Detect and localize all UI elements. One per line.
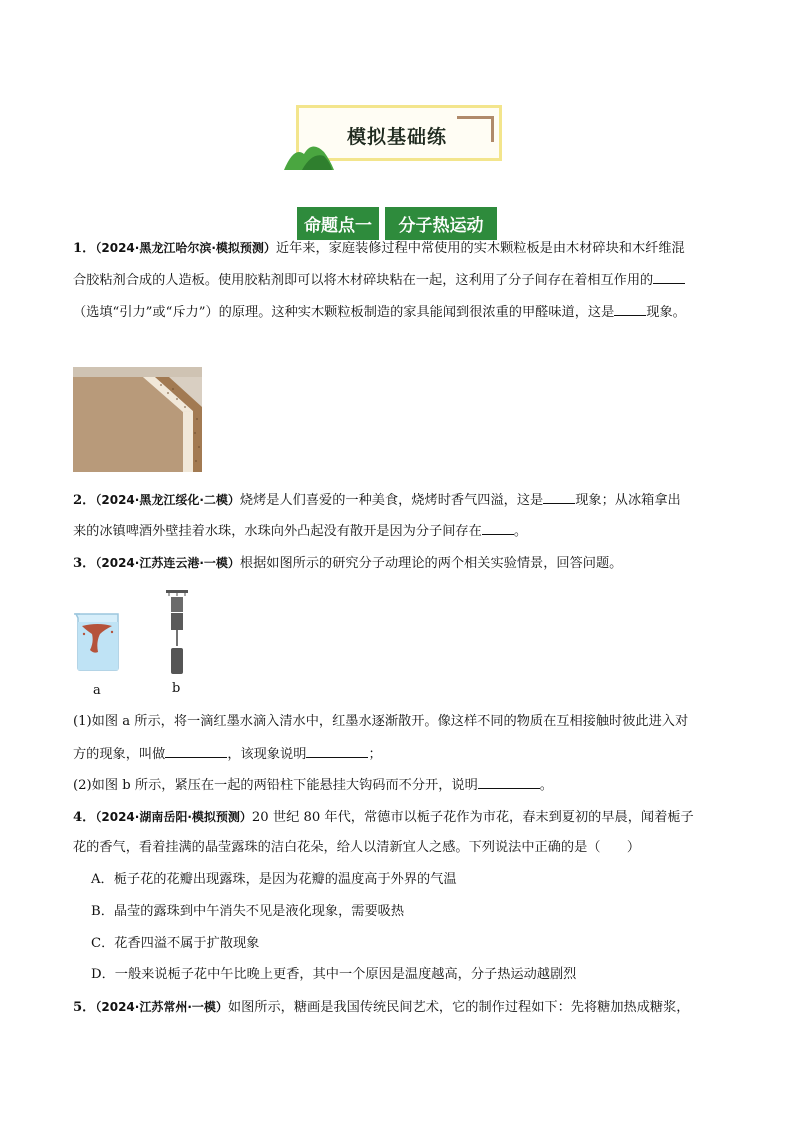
answer-blank[interactable] <box>482 522 514 535</box>
q1-line3 <box>73 303 686 322</box>
question-number: 4． <box>73 810 96 825</box>
question-text: 花的香气，看着挂满的晶莹露珠的洁白花朵，给人以清新宜人之感。下列说法中正确的是（ ） <box>73 840 641 855</box>
question-text: 近年来，家庭装修过程中常使用的实木颗粒板是由木材碎块和木纤维混 <box>275 241 685 256</box>
q1-line2 <box>73 271 685 290</box>
q4-option-b[interactable]: B．晶莹的露珠到中午消失不见是液化现象，需要吸热 <box>91 904 405 919</box>
question-text: ； <box>368 747 382 762</box>
question-text: 根据如图所示的研究分子动理论的两个相关实验情景，回答问题。 <box>239 556 623 571</box>
question-text: 20 世纪 80 年代，常德市以栀子花作为市花，春末到夏初的早晨，闻着栀子 <box>251 810 694 825</box>
question-text: 。 <box>513 524 527 539</box>
question-text: (1)如图 a 所示，将一滴红墨水滴入清水中，红墨水逐渐散开。像这样不同的物质在互相接触时彼此进入对 <box>73 714 689 729</box>
section-header <box>297 207 497 240</box>
question-text: ，该现象说明 <box>227 747 307 762</box>
question-source: （2024·江苏常州·一模） <box>95 1000 228 1014</box>
question-text: 。 <box>539 778 553 793</box>
q4-option-d[interactable]: D．一般来说栀子花中午比晚上更香，其中一个原因是温度越高，分子热运动越剧烈 <box>91 967 577 982</box>
q3-part2 <box>73 776 553 795</box>
q2-line2 <box>73 522 527 541</box>
question-text: (2)如图 b 所示，紧压在一起的两铅柱下能悬挂大钩码而不分开，说明 <box>73 778 478 793</box>
q3-part1-line2 <box>73 745 382 764</box>
question-text: 来的冰镇啤酒外壁挂着水珠，水珠向外凸起没有散开是因为分子间存在 <box>73 524 482 539</box>
title-decor-bar-vertical <box>491 116 494 142</box>
question-text: 方的现象，叫做 <box>73 747 166 762</box>
figure-a-label: a <box>93 683 101 698</box>
question-number: 5． <box>73 1000 96 1015</box>
q3-line1 <box>73 554 622 573</box>
question-number: 3． <box>73 556 96 571</box>
question-source: （2024·湖南岳阳·模拟预测） <box>95 810 252 824</box>
q4-option-c[interactable]: C．花香四溢不属于扩散现象 <box>91 936 260 951</box>
question-number: 1． <box>73 241 96 256</box>
question-text: 合胶粘剂合成的人造板。使用胶粘剂即可以将木材碎块粘在一起，这利用了分子间存在着相互作用的 <box>73 273 654 288</box>
q3-part1-line1 <box>73 713 688 731</box>
answer-blank[interactable] <box>165 745 227 758</box>
question-text: （选填“引力”或“斥力”）的原理。这种实木颗粒板制造的家具能闻到很浓重的甲醛味道，这是 <box>73 305 615 320</box>
answer-blank[interactable] <box>543 491 575 504</box>
q4-option-a[interactable]: A．栀子花的花瓣出现露珠，是因为花瓣的温度高于外界的气温 <box>91 872 457 887</box>
title-decor-bar <box>457 116 493 119</box>
section-topic: 分子热运动 <box>385 207 497 240</box>
question-source: （2024·黑龙江绥化·二模） <box>95 493 240 507</box>
q4-line1 <box>73 808 694 827</box>
answer-blank[interactable] <box>614 303 646 316</box>
beaker-ink-figure <box>72 612 124 672</box>
question-text: 烧烤是人们喜爱的一种美食，烧烤时香气四溢，这是 <box>239 493 544 508</box>
q1-line1 <box>73 239 685 258</box>
answer-blank[interactable] <box>306 745 368 758</box>
particleboard-photo <box>73 367 202 472</box>
question-number: 2． <box>73 493 96 508</box>
question-text: 如图所示，糖画是我国传统民间艺术，它的制作过程如下：先将糖加热成糖浆， <box>227 1000 690 1015</box>
question-text: 现象。 <box>646 305 686 320</box>
question-source: （2024·黑龙江哈尔滨·模拟预测） <box>95 241 276 255</box>
q2-line1 <box>73 491 681 510</box>
q4-line2 <box>73 839 640 857</box>
page-title: 模拟基础练 <box>347 126 448 148</box>
question-text: 现象；从冰箱拿出 <box>575 493 681 508</box>
q5-line1 <box>73 998 689 1017</box>
answer-blank[interactable] <box>653 271 685 284</box>
hills-icon <box>284 140 334 170</box>
lead-cylinders-figure <box>164 588 190 678</box>
question-source: （2024·江苏连云港·一模） <box>95 556 240 570</box>
section-label: 命题点一 <box>297 207 379 240</box>
answer-blank[interactable] <box>478 776 540 789</box>
figure-b-label: b <box>172 681 181 696</box>
